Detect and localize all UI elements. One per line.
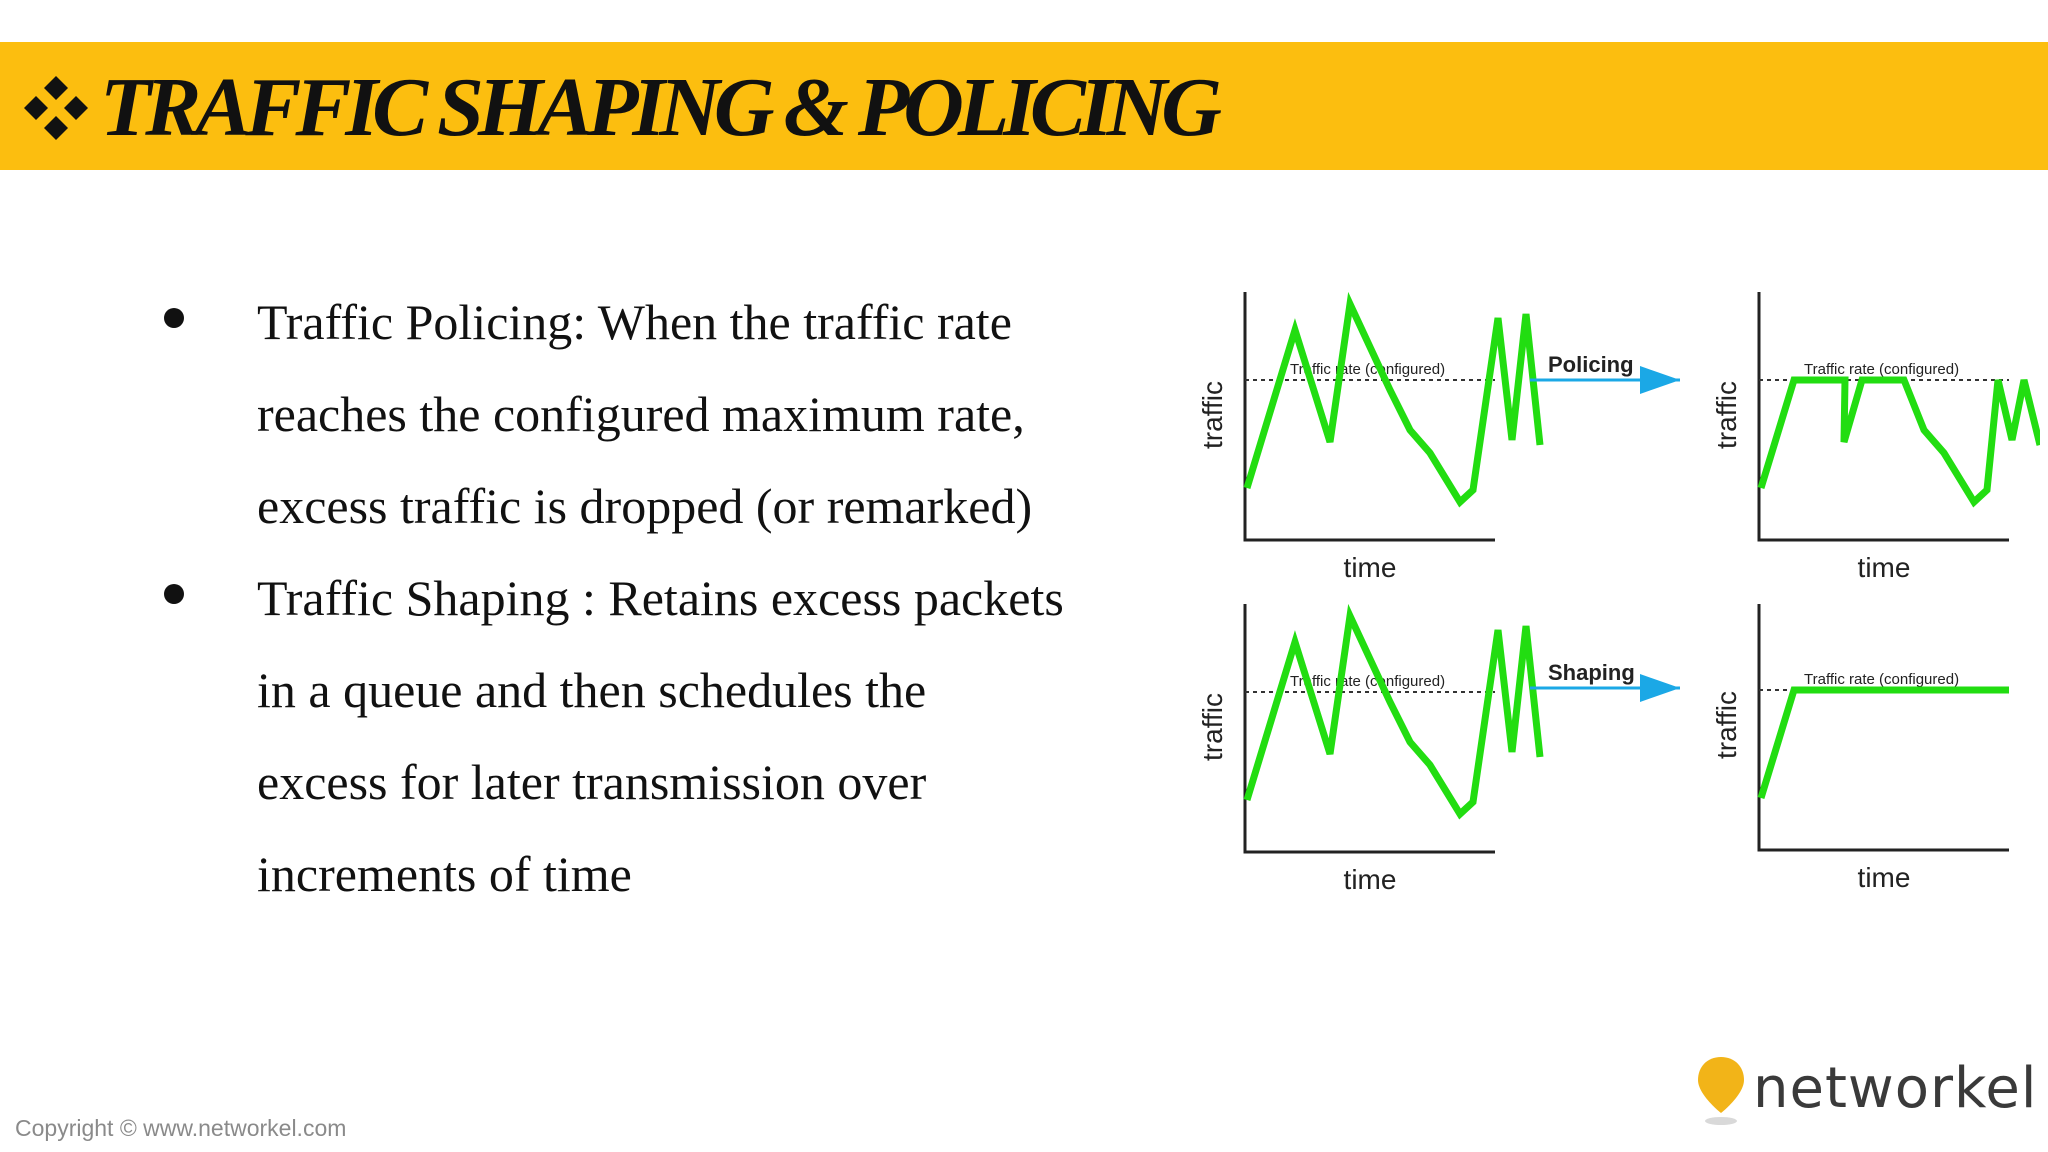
rate-label: Traffic rate (configured) [1290,361,1446,378]
arrow-head [1640,366,1680,394]
arrow-label: Policing [1548,352,1634,377]
panel-output-policing [1711,292,2040,583]
arrow-label: Shaping [1548,660,1635,685]
bullet-line: reaches the configured maximum rate, [257,386,1025,442]
axis-x-label: time [1857,862,1911,893]
traffic-line [1761,690,2009,798]
axis-x-label: time [1343,552,1397,583]
rate-label: Traffic rate (configured) [1804,671,1960,688]
slide-title: TRAFFIC SHAPING & POLICING [100,61,1216,154]
bullet-line: Traffic Shaping : Retains excess packets [257,570,1064,626]
bullet-line: excess for later transmission over [257,754,927,810]
traffic-line [1247,304,1540,502]
axis-y-label: traffic [1197,693,1228,761]
axis [1759,604,2009,850]
panel-input-shaping [1197,604,1540,895]
bullet-line: in a queue and then schedules the [257,662,927,718]
copyright-text: Copyright © www.networkel.com [15,1115,347,1141]
bullet-list [150,276,1150,920]
bullet-line: Traffic Policing: When the traffic rate [257,294,1012,350]
traffic-line [1761,380,2040,502]
panel-input-policing [1197,292,1540,583]
arrow-shaping [1530,660,1680,702]
diamond-cluster-icon [20,72,92,144]
bullet-dot [164,308,184,328]
title-banner [0,42,2048,170]
rate-label: Traffic rate (configured) [1804,361,1960,378]
bullet-item-policing [150,276,1150,552]
arrow-head [1640,674,1680,702]
bullet-dot [164,584,184,604]
traffic-line [1247,616,1540,814]
axis-y-label: traffic [1197,381,1228,449]
bullet-line: increments of time [257,846,632,902]
axis-x-label: time [1343,864,1397,895]
logo-text: networkel [1753,1056,2038,1121]
axis-y-label: traffic [1711,691,1742,759]
panel-output-shaping [1711,604,2009,893]
location-pin-icon [1695,1055,1747,1127]
bullet-line: excess traffic is dropped (or remarked) [257,478,1033,534]
rate-label: Traffic rate (configured) [1290,673,1446,690]
axis-y-label: traffic [1711,381,1742,449]
bullet-item-shaping [150,552,1150,920]
networkel-logo [1695,1055,2038,1127]
shaping-policing-diagram [1180,270,2040,910]
axis-x-label: time [1857,552,1911,583]
